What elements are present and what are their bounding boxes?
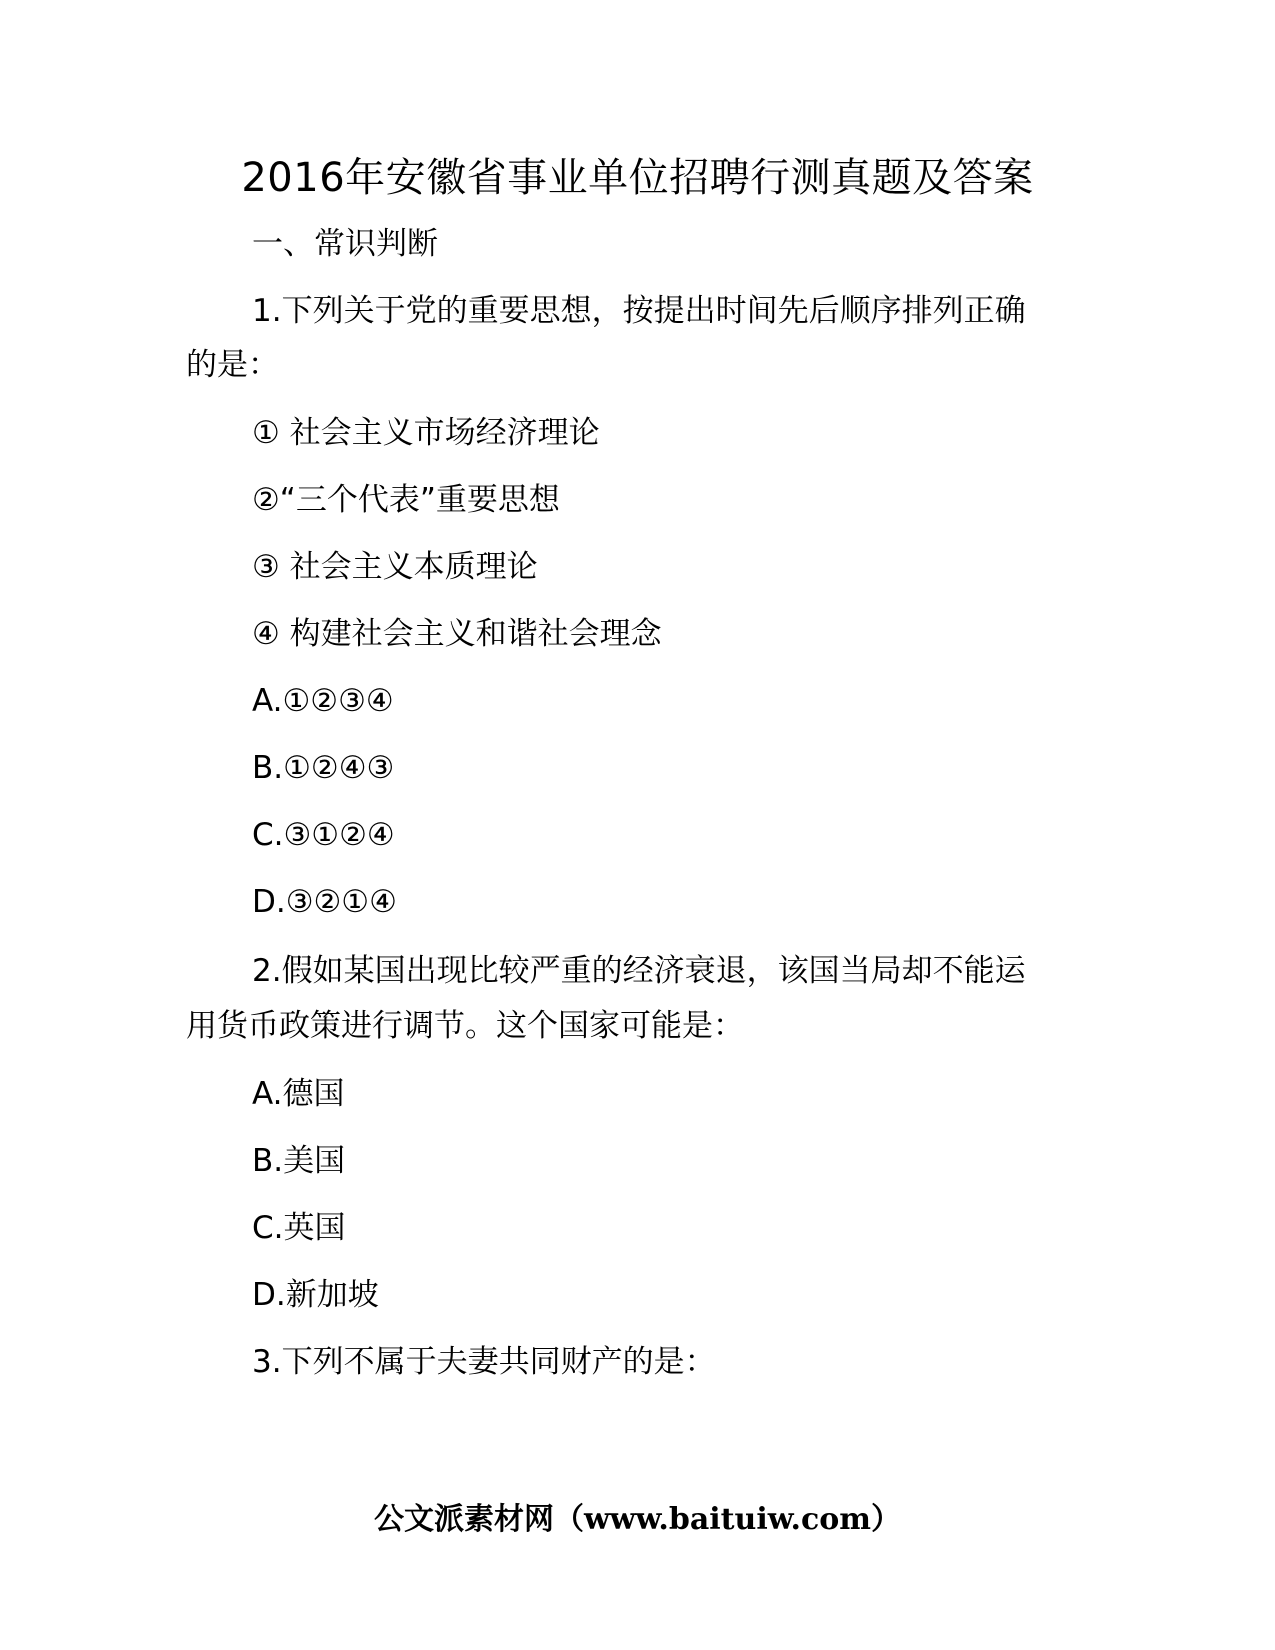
question-1-option-b: B.①②④③ xyxy=(252,750,395,786)
question-1-option-c: C.③①②④ xyxy=(252,817,395,853)
question-2-option-c: C.英国 xyxy=(252,1210,346,1246)
question-2-option-b: B.美国 xyxy=(252,1143,346,1179)
question-2-option-a: A.德国 xyxy=(252,1076,345,1112)
question-1-option-a: A.①②③④ xyxy=(252,683,394,719)
document-title: 2016年安徽省事业单位招聘行测真题及答案 xyxy=(241,155,1034,201)
question-2-stem-line-2: 用货币政策进行调节。这个国家可能是： xyxy=(186,1008,744,1044)
section-heading: 一、常识判断 xyxy=(252,226,438,262)
question-1-item-4: ④ 构建社会主义和谐社会理念 xyxy=(252,616,662,652)
question-1-item-2: ②“三个代表”重要思想 xyxy=(252,482,560,518)
question-2-stem-line-1: 2.假如某国出现比较严重的经济衰退，该国当局却不能运 xyxy=(252,953,1026,989)
question-2-option-d: D.新加坡 xyxy=(252,1277,379,1313)
footer-source: 公文派素材网（www.baituiw.com） xyxy=(373,1502,902,1537)
question-1-option-d: D.③②①④ xyxy=(252,884,397,920)
question-1-stem-line-2: 的是： xyxy=(186,347,279,383)
question-3-stem-line-1: 3.下列不属于夫妻共同财产的是： xyxy=(252,1344,716,1380)
question-1-item-3: ③ 社会主义本质理论 xyxy=(252,549,538,585)
question-1-stem-line-1: 1.下列关于党的重要思想，按提出时间先后顺序排列正确 xyxy=(252,293,1026,329)
question-1-item-1: ① 社会主义市场经济理论 xyxy=(252,415,600,451)
